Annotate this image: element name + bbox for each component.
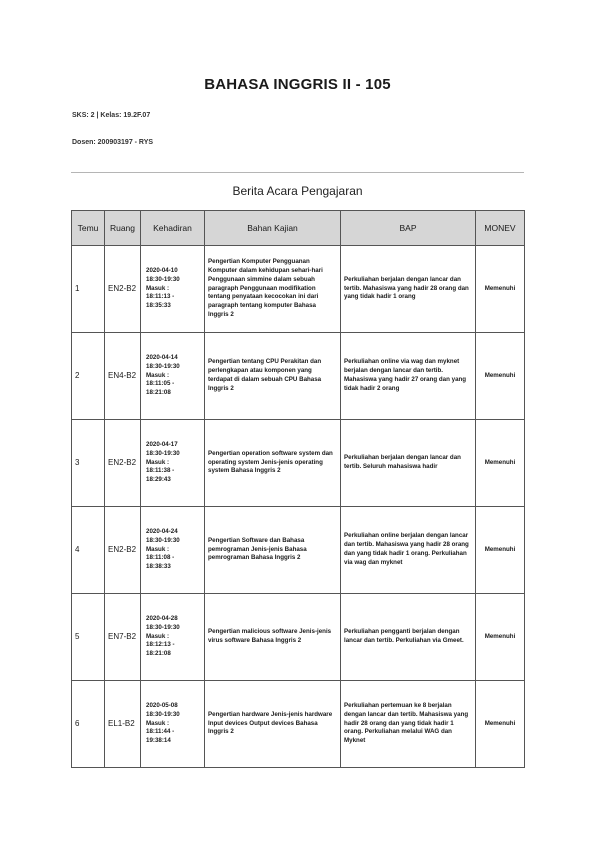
kehadiran-masuk-time: 18:12:13 - <box>146 641 175 649</box>
table-row <box>72 333 525 420</box>
kehadiran-date: 2020-04-24 <box>146 527 178 535</box>
cell-monev: Memenuhi <box>476 507 525 594</box>
cell-bap: Perkuliahan online via wag dan myknet berjalan dengan lancar dan tertib. Mahasiswa yang hadir 27 orang dan yang tidak hadir 2 orang <box>341 333 476 420</box>
cell-bahan-kajian: Pengertian Komputer Pengguanan Komputer dalam kehidupan sehari-hari Penggunaan simmine dalam sebuah paragraph Penggunaan modifikation tentang penyataan kecocokan ini dari paragraph tentang komputer Bahasa Inggris 2 <box>205 246 341 333</box>
header-bap: BAP <box>341 211 476 246</box>
cell-bap: Perkuliahan pengganti berjalan dengan lancar dan tertib. Perkuliahan via Gmeet. <box>341 594 476 681</box>
table-row <box>72 507 525 594</box>
kehadiran-time: 18:30-19:30 <box>146 536 180 544</box>
cell-kehadiran <box>141 507 205 594</box>
header-kehadiran: Kehadiran <box>141 211 205 246</box>
kehadiran-masuk-time: 18:11:44 - <box>146 728 175 736</box>
table-row <box>72 594 525 681</box>
cell-monev: Memenuhi <box>476 246 525 333</box>
cell-ruang: EN2-B2 <box>105 507 141 594</box>
cell-temu: 6 <box>72 681 105 768</box>
divider <box>71 172 524 173</box>
kehadiran-keluar-time: 18:21:08 <box>146 389 171 397</box>
kehadiran-masuk-label: Masuk : <box>146 632 170 640</box>
cell-ruang: EN7-B2 <box>105 594 141 681</box>
cell-bahan-kajian: Pengertian malicious software Jenis-jenis virus software Bahasa Inggris 2 <box>205 594 341 681</box>
cell-temu: 2 <box>72 333 105 420</box>
kehadiran-date: 2020-04-28 <box>146 614 178 622</box>
kehadiran-masuk-label: Masuk : <box>146 719 170 727</box>
cell-ruang: EN2-B2 <box>105 420 141 507</box>
kehadiran-masuk-time: 18:11:05 - <box>146 380 175 388</box>
cell-ruang: EN2-B2 <box>105 246 141 333</box>
table-row <box>72 420 525 507</box>
kehadiran-keluar-time: 18:21:08 <box>146 650 171 658</box>
cell-bap: Perkuliahan online berjalan dengan lancar dan tertib. Mahasiswa yang hadir 28 orang dan yang tidak hadir 1 orang. Perkuliahan via wag dan myknet <box>341 507 476 594</box>
kehadiran-date: 2020-05-08 <box>146 701 178 709</box>
cell-monev: Memenuhi <box>476 681 525 768</box>
cell-temu: 3 <box>72 420 105 507</box>
cell-temu: 5 <box>72 594 105 681</box>
kehadiran-time: 18:30-19:30 <box>146 623 180 631</box>
cell-ruang: EL1-B2 <box>105 681 141 768</box>
kehadiran-date: 2020-04-10 <box>146 266 178 274</box>
cell-monev: Memenuhi <box>476 333 525 420</box>
header-monev: MONEV <box>476 211 525 246</box>
cell-bap: Perkuliahan berjalan dengan lancar dan tertib. Seluruh mahasiswa hadir <box>341 420 476 507</box>
kehadiran-keluar-time: 18:38:33 <box>146 563 171 571</box>
cell-monev: Memenuhi <box>476 420 525 507</box>
kehadiran-date: 2020-04-14 <box>146 353 178 361</box>
kehadiran-keluar-time: 19:38:14 <box>146 737 171 745</box>
cell-monev: Memenuhi <box>476 594 525 681</box>
cell-temu: 1 <box>72 246 105 333</box>
kehadiran-masuk-time: 18:11:08 - <box>146 554 175 562</box>
cell-kehadiran <box>141 333 205 420</box>
header-bahan-kajian: Bahan Kajian <box>205 211 341 246</box>
kehadiran-time: 18:30-19:30 <box>146 362 180 370</box>
header-temu: Temu <box>72 211 105 246</box>
kehadiran-masuk-label: Masuk : <box>146 284 170 292</box>
table-header-row <box>72 211 525 246</box>
cell-bahan-kajian: Pengertian tentang CPU Perakitan dan perlengkapan atau komponen yang terdapat di dalam sebuah CPU Bahasa Inggris 2 <box>205 333 341 420</box>
kehadiran-masuk-label: Masuk : <box>146 545 170 553</box>
kehadiran-keluar-time: 18:35:33 <box>146 302 171 310</box>
kehadiran-masuk-time: 18:11:38 - <box>146 467 175 475</box>
kehadiran-time: 18:30-19:30 <box>146 275 180 283</box>
cell-bahan-kajian: Pengertian hardware Jenis-jenis hardware Input devices Output devices Bahasa Inggris 2 <box>205 681 341 768</box>
cell-temu: 4 <box>72 507 105 594</box>
kehadiran-masuk-time: 18:11:13 - <box>146 293 175 301</box>
kehadiran-time: 18:30-19:30 <box>146 449 180 457</box>
kehadiran-date: 2020-04-17 <box>146 440 178 448</box>
dosen-info: Dosen: 200903197 - RYS <box>72 139 154 146</box>
kehadiran-keluar-time: 18:29:43 <box>146 476 171 484</box>
table-row <box>72 246 525 333</box>
sks-kelas-info: SKS: 2 | Kelas: 19.2F.07 <box>72 112 151 119</box>
cell-bap: Perkuliahan pertemuan ke 8 berjalan dengan lancar dan tertib. Mahasiswa yang hadir 28 orang dan yang tidak hadir 1 orang. Perkuliahan melalui WAG dan Myknet <box>341 681 476 768</box>
kehadiran-time: 18:30-19:30 <box>146 710 180 718</box>
cell-bap: Perkuliahan berjalan dengan lancar dan tertib. Mahasiswa yang hadir 28 orang dan yang tidak hadir 1 orang <box>341 246 476 333</box>
cell-bahan-kajian: Pengertian operation software system dan operating system Jenis-jenis operating system Bahasa Inggris 2 <box>205 420 341 507</box>
kehadiran-masuk-label: Masuk : <box>146 458 170 466</box>
table-row <box>72 681 525 768</box>
cell-bahan-kajian: Pengertian Software dan Bahasa pemrograman Jenis-jenis Bahasa pemrograman Bahasa Inggris 2 <box>205 507 341 594</box>
header-ruang: Ruang <box>105 211 141 246</box>
cell-kehadiran <box>141 246 205 333</box>
cell-kehadiran <box>141 681 205 768</box>
cell-ruang: EN4-B2 <box>105 333 141 420</box>
berita-acara-table <box>71 210 525 768</box>
cell-kehadiran <box>141 420 205 507</box>
kehadiran-masuk-label: Masuk : <box>146 371 170 379</box>
cell-kehadiran <box>141 594 205 681</box>
section-title: Berita Acara Pengajaran <box>232 184 363 198</box>
course-title: BAHASA INGGRIS II - 105 <box>204 76 391 93</box>
